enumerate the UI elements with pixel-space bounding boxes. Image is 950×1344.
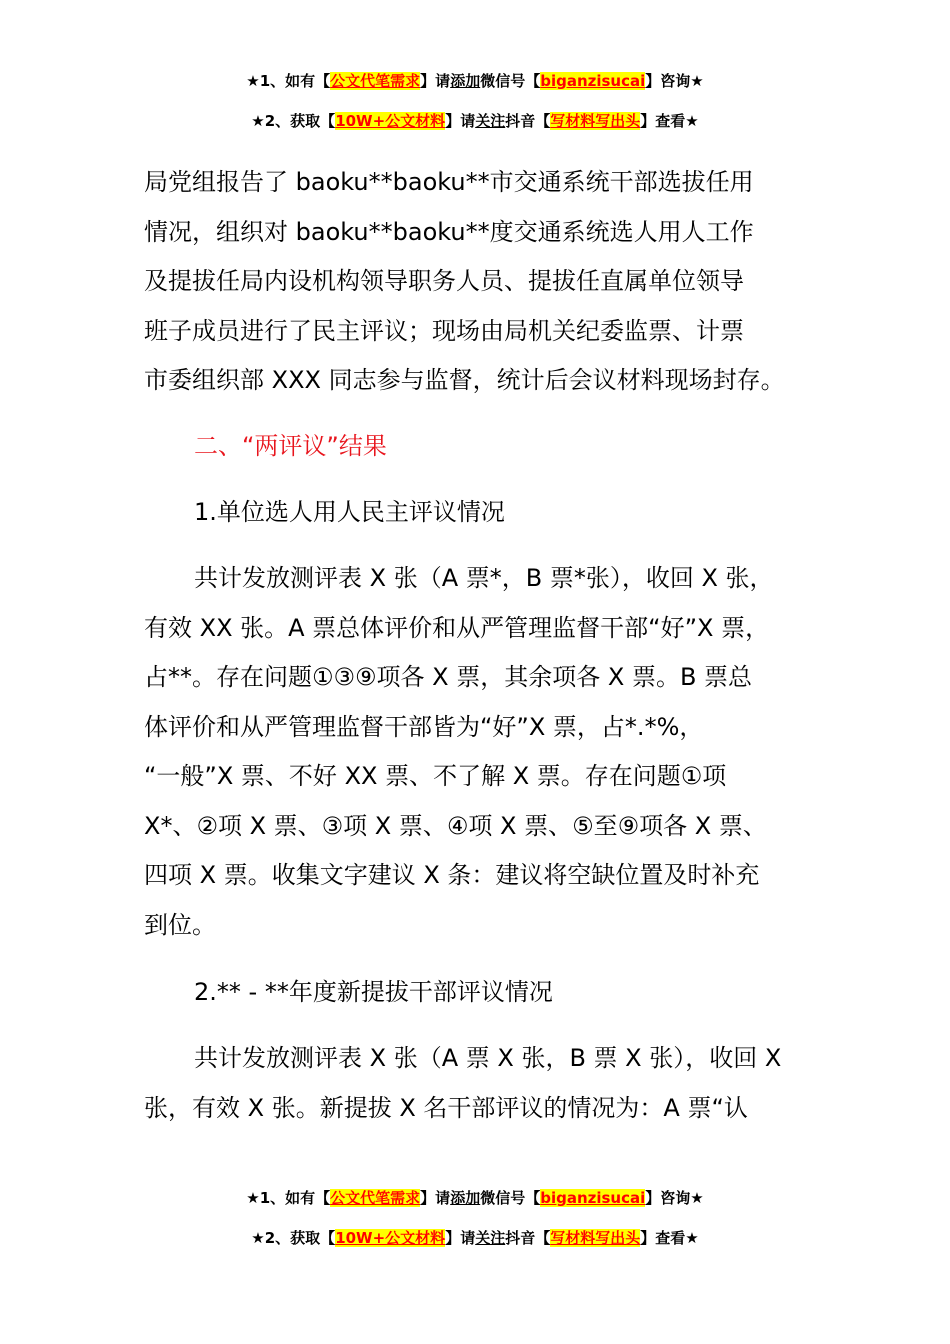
banner-underline: 添加 [450,1189,481,1207]
paragraph-2 [144,554,834,950]
bottom-banner-line-2 [0,1228,950,1248]
text-line: 共计发放测评表 X 张（A 票*，B 票*张），收回 X 张， [194,564,774,592]
banner-text: ★1、如有【 [246,1189,331,1207]
banner-highlight: 公文代笔需求 [330,1189,421,1207]
text-line: 体评价和从严管理监督干部皆为“好”X 票，占*.*%， [144,712,704,741]
banner-text: 】查看★ [640,1229,699,1247]
paragraph-1 [144,158,834,406]
banner-text: 】咨询★ [645,1189,704,1207]
text-line: 占**。存在问题①③⑨项各 X 票，其余项各 X 票。B 票总 [144,663,753,691]
banner-highlight: 10W+公文材料 [335,112,446,130]
text-line: 局党组报告了 baoku**baoku**市交通系统干部选拔任用 [144,168,754,196]
banner-text: ★2、获取【 [251,1229,336,1247]
text-line: 共计发放测评表 X 张（A 票 X 张，B 票 X 张），收回 X [194,1044,782,1072]
section-heading-text: 二、“两评议”结果 [194,432,387,460]
banner-highlight: 公文代笔需求 [330,72,421,90]
text-line: 班子成员进行了民主评议；现场由局机关纪委监票、计票 [144,316,744,345]
subheading-text: 2.** - **年度新提拔干部评议情况 [194,978,553,1006]
text-line: 及提拔任局内设机构领导职务人员、提拔任直属单位领导 [144,267,744,295]
text-line: “一般”X 票、不好 XX 票、不了解 X 票。存在问题①项 [144,762,727,790]
top-banner-line-2 [0,111,950,131]
text-line: 张，有效 X 张。新提拔 X 名干部评议的情况为：A 票“认 [144,1093,748,1122]
banner-text: 】请 [420,1189,451,1207]
banner-highlight: 10W+公文材料 [335,1229,446,1247]
section-heading [194,422,884,472]
banner-text: 】咨询★ [645,72,704,90]
text-line: 四项 X 票。收集文字建议 X 条：建议将空缺位置及时补充 [144,861,760,889]
banner-text: 】请 [420,72,451,90]
banner-text: ★2、获取【 [251,112,336,130]
subheading-1 [194,488,884,538]
top-banner-line-1 [0,71,950,91]
banner-text: 微信号【 [480,1189,541,1207]
banner-text: 抖音【 [505,1229,551,1247]
banner-underline: 关注 [475,112,506,130]
banner-highlight: 写材料写出头 [550,1229,641,1247]
banner-text: ★1、如有【 [246,72,331,90]
banner-highlight: biganzisucai [540,1189,646,1207]
subheading-text: 1.单位选人用人民主评议情况 [194,498,505,526]
banner-text: 微信号【 [480,72,541,90]
banner-highlight: 写材料写出头 [550,112,641,130]
subheading-2 [194,968,884,1018]
bottom-banner-line-1 [0,1188,950,1208]
banner-text: 抖音【 [505,112,551,130]
paragraph-3 [144,1034,834,1133]
text-line: 到位。 [144,910,216,939]
banner-underline: 添加 [450,72,481,90]
text-line: X*、②项 X 票、③项 X 票、④项 X 票、⑤至⑨项各 X 票、 [144,811,767,840]
text-line: 情况，组织对 baoku**baoku**度交通系统选人用人工作 [144,217,754,246]
banner-text: 】查看★ [640,112,699,130]
banner-underline: 关注 [475,1229,506,1247]
banner-text: 】请 [445,1229,476,1247]
banner-text: 】请 [445,112,476,130]
banner-highlight: biganzisucai [540,72,646,90]
text-line: 有效 XX 张。A 票总体评价和从严管理监督干部“好”X 票， [144,613,770,642]
text-line: 市委组织部 XXX 同志参与监督，统计后会议材料现场封存。 [144,366,785,394]
